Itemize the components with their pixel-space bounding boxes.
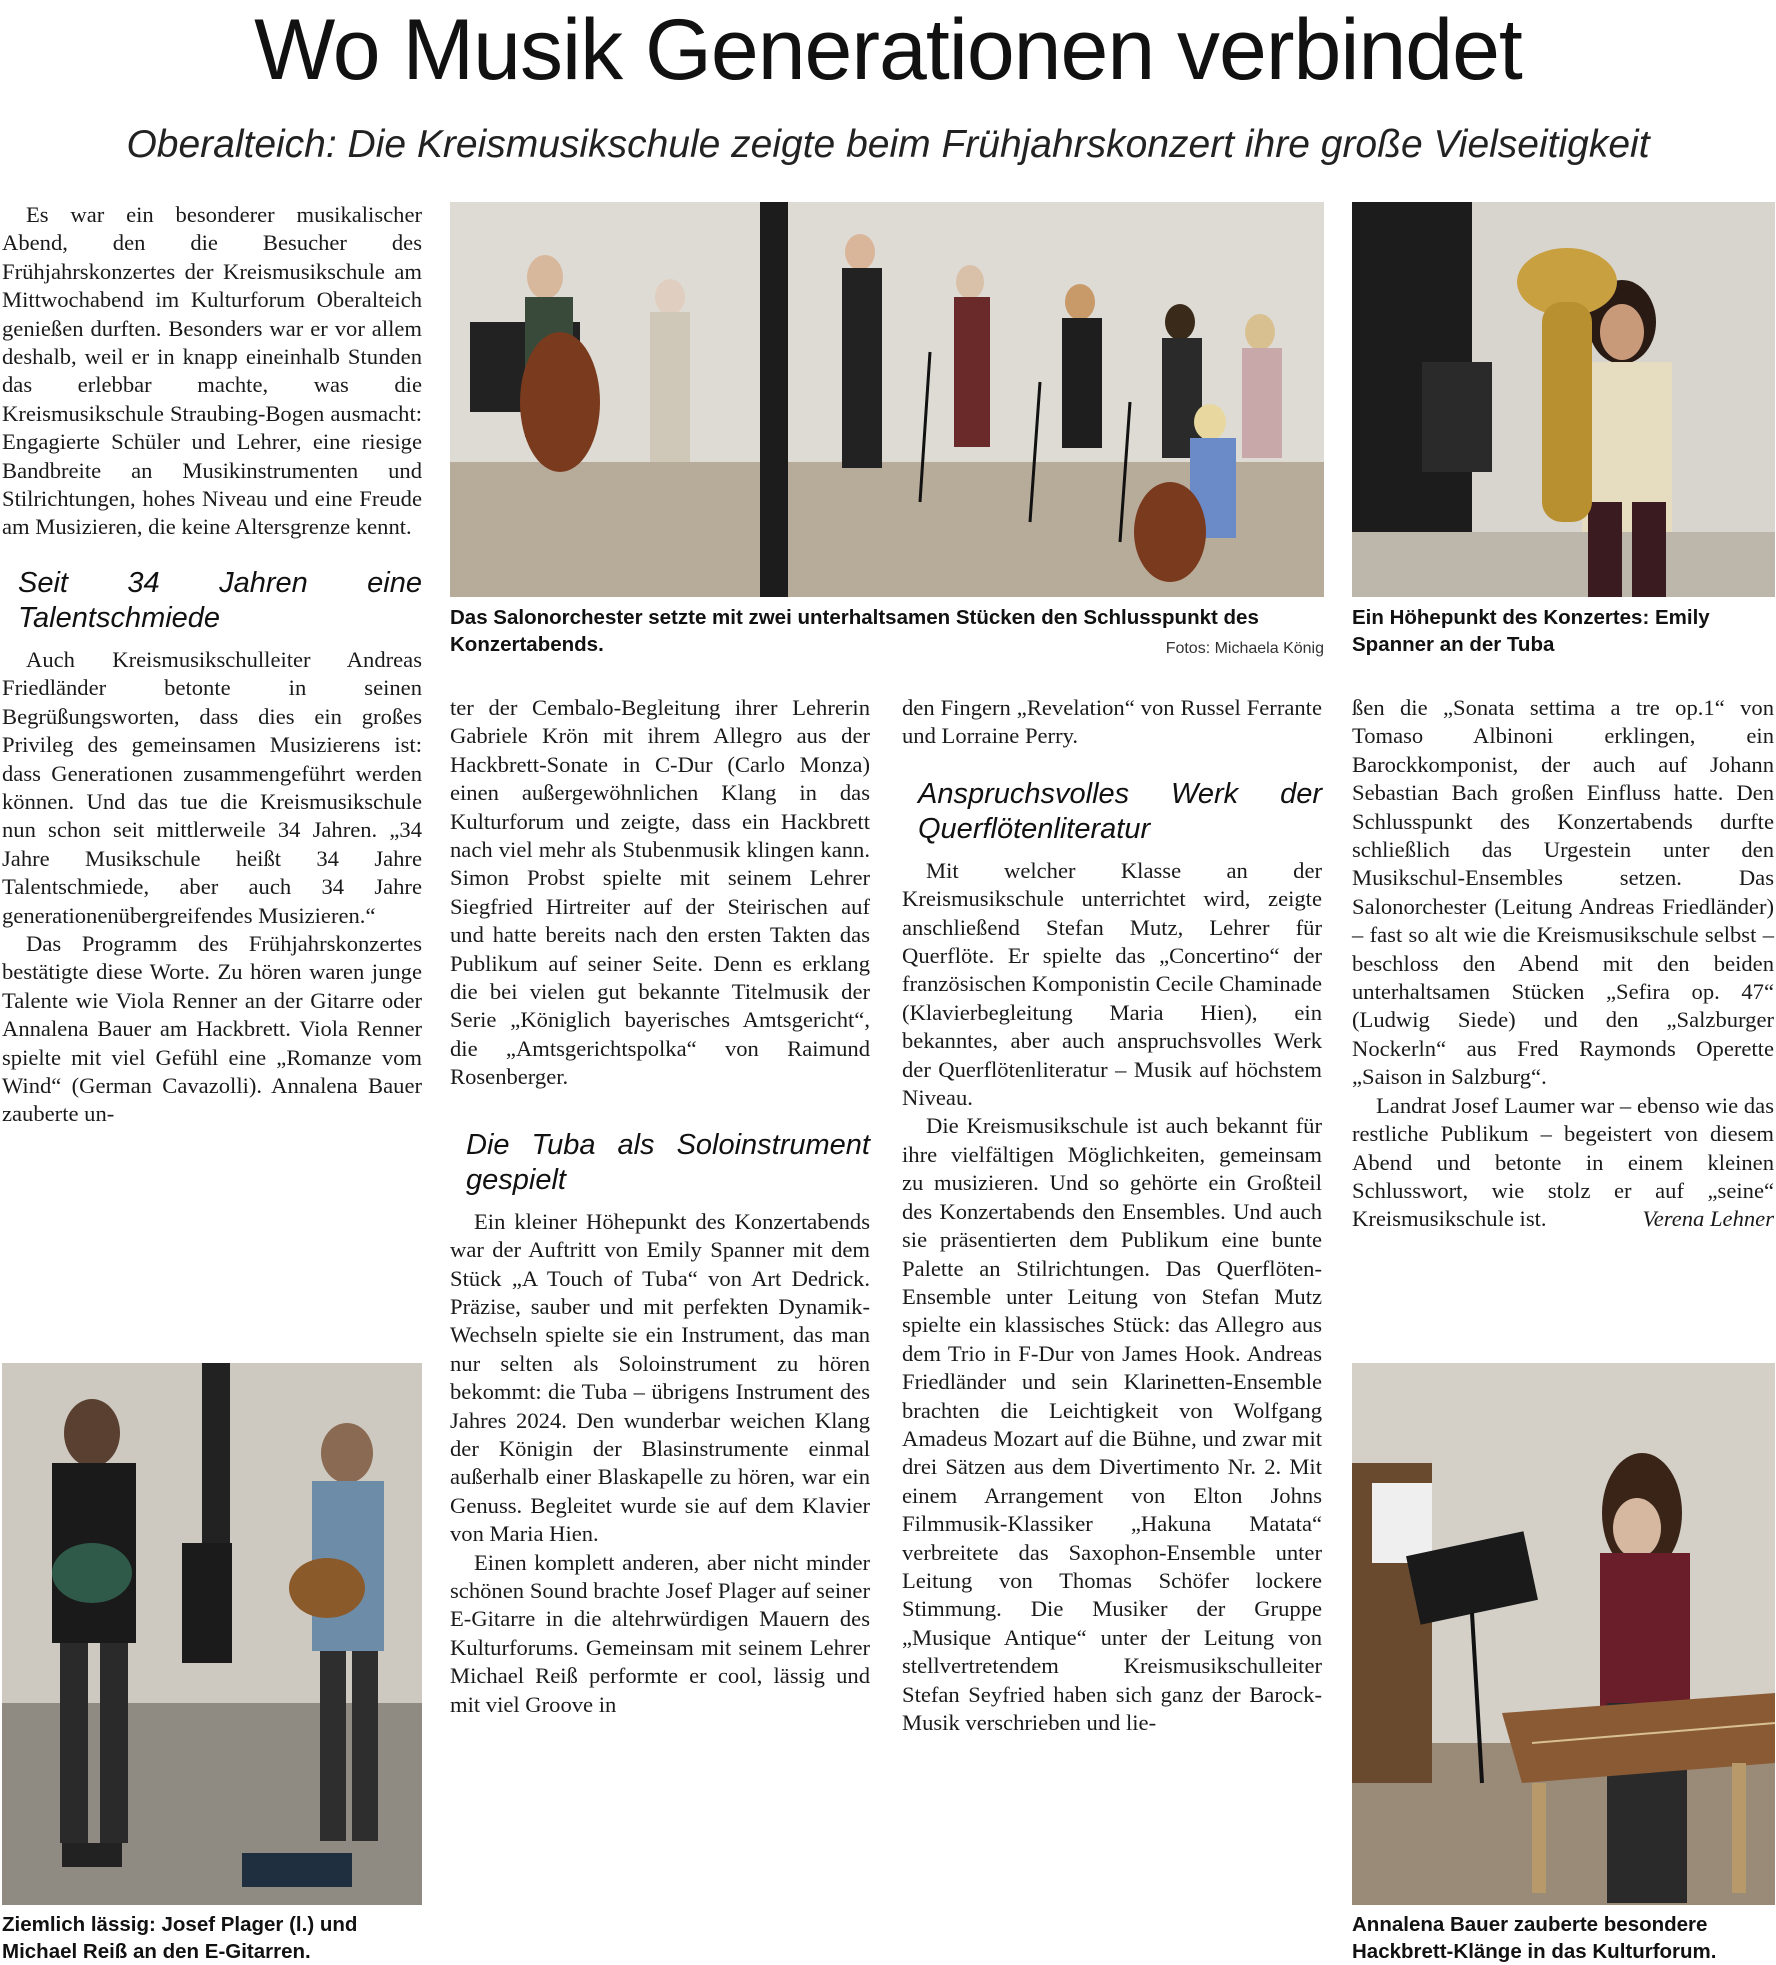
column-4 (1352, 694, 1774, 1234)
subheadline: Oberalteich: Die Kreismusikschule zeigte beim Frühjahrskonzert ihre große Vielseitigkeit (126, 123, 1650, 166)
tuba-photo-image (1352, 202, 1775, 597)
paragraph: Ein kleiner Höhepunkt des Konzertabends war der Auftritt von Emily Spanner mit dem Stück „A Touch of Tuba“ von Art Dedrick. Präzise, sauber und mit perfekten Dynamik-Wechseln spielte sie ein Instrument, das man nur selten als Soloinstrument zu hören bekommt: die Tuba – übrigens Instrument des Jahres 2024. Den wunderbar weichen Klang der Königin der Blasinstrumente einmal außerhalb einer Blaskapelle zu hören, war ein Genuss. Begleitet wurde sie auf dem Klavier von Maria Hien. (450, 1208, 870, 1547)
intro-paragraph: Es war ein besonderer musikalischer Abend, den die Besucher des Frühjahrskonzertes der Kreismusikschule am Mittwochabend im Kulturforum Oberalteich genießen durften. Besonders war er vor allem deshalb, weil er in knapp eineinhalb Stunden das erlebbar machte, was die Kreismusikschule Straubing-Bogen ausmacht: Engagierte Schüler und Lehrer, eine riesige Bandbreite an Musikinstrumenten und Stilrichtungen, hohes Niveau und eine Freude am Musizieren, die keine Altersgrenze kennt. (2, 202, 422, 540)
column-1 (2, 201, 422, 1129)
orchestra-photo (450, 202, 1324, 597)
paragraph: den Fingern „Revelation“ von Russel Ferrante und Lorraine Perry. (902, 695, 1322, 749)
paragraph: ßen die „Sonata settima a tre op.1“ von Tomaso Albinoni erklingen, ein Barockkomponist, der auch auf Johann Sebastian Bach großen Einfluss hatte. Den Schlusspunkt des Konzertabends durfte schließlich das Urgestein unter den Musikschul-Ensembles setzen. Das Salonorchester (Leitung Andreas Friedländer) – fast so alt wie die Kreismusikschule selbst – beschloss den Abend mit den beiden unterhaltsamen Stücken „Sefira op. 47“ (Ludwig Siede) und den „Salzburger Nockerln“ aus Fred Raymonds Operette „Saison in Salzburg“. (1352, 695, 1774, 1090)
paragraph (1352, 1092, 1774, 1234)
hackbrett-photo (1352, 1363, 1775, 1905)
guitar-photo (2, 1363, 422, 1905)
author-byline: Verena Lehner (1642, 1206, 1774, 1232)
column-2 (450, 694, 870, 1719)
paragraph: Mit welcher Klasse an der Kreismusikschule unterrichtet wird, zeigte anschließend Stefan Mutz, Lehrer für Querflöte. Er spielte das „Concertino“ der französischen Komponistin Cecile Chaminade (Klavierbegleitung Maria Hien), ein bekanntes, aber auch anspruchsvolles Werk der Querflötenliteratur – Musik auf höchstem Niveau. (902, 857, 1322, 1111)
subheading-tuba: Die Tuba als Soloinstrument gespielt (466, 1128, 870, 1196)
orchestra-photo-image (450, 202, 1324, 597)
paragraph: Einen komplett anderen, aber nicht minder schönen Sound brachte Josef Plager auf seiner E-Gitarre in die altehrwürdigen Mauern des Kulturforums. Gemeinsam mit seinem Lehrer Michael Reiß performte er cool, lässig und mit viel Groove in (450, 1549, 870, 1717)
guitar-caption: Ziemlich lässig: Josef Plager (l.) und Michael Reiß an den E-Gitarren. (2, 1913, 358, 1963)
paragraph: Die Kreismusikschule ist auch bekannt für ihre vielfältigen Möglichkeiten, gemeinsam zu musizieren. Und so gehörte ein Großteil des Konzertabends den Ensembles. Und auch sie präsentierten dem Publikum eine bunte Palette an Stilrichtungen. Das Querflöten-Ensemble unter Leitung von Stefan Mutz spielte ein klassisches Stück: das Allegro aus dem Trio in F-Dur von James Hook. Andreas Friedländer und sein Klarinetten-Ensemble brachten die Leichtigkeit von Wolfgang Amadeus Mozart auf die Bühne, und zwar mit drei Sätzen aus dem Divertimento Nr. 2. Mit einem Arrangement von Elton Johns Filmmusik-Klassiker „Hakuna Matata“ verbreitete das Saxophon-Ensemble unter Leitung von Thomas Schöfer lockere Stimmung. Die Musiker der Gruppe „Musique Antique“ unter der Leitung von stellvertretendem Kreismusikschulleiter Stefan Seyfried haben sich ganz der Barock-Musik verschrieben und lie- (902, 1113, 1322, 1735)
column-3 (902, 694, 1322, 1737)
tuba-caption: Ein Höhepunkt des Konzertes: Emily Spanner an der Tuba (1352, 606, 1710, 656)
orchestra-caption: Das Salonorchester setzte mit zwei unterhaltsamen Stücken den Schlusspunkt des Konzertabends. (450, 606, 1259, 656)
subheading-talentschmiede: Seit 34 Jahren eine Talentschmiede (18, 566, 422, 634)
paragraph: Das Programm des Frühjahrskonzertes bestätigte diese Worte. Zu hören waren junge Talente wie Viola Renner an der Gitarre oder Annalena Bauer am Hackbrett. Viola Renner spielte mit viel Gefühl eine „Romanze vom Wind“ (German Cavazolli). Annalena Bauer zauberte un- (2, 930, 422, 1127)
tuba-photo (1352, 202, 1775, 597)
paragraph: ter der Cembalo-Begleitung ihrer Lehrerin Gabriele Krön mit ihrem Allegro aus der Hackbrett-Sonate in C-Dur (Carlo Monza) einen außergewöhnlichen Klang in das Kulturforum und zeigte, dass ein Hackbrett nach viel mehr als Stubenmusik klingen kann. Simon Probst spielte mit seinem Lehrer Siegfried Hirtreiter auf der Steirischen auf und hatte bereits nach den ersten Takten das Publikum auf seiner Seite. Denn es erklang die bei vielen gut bekannte Titelmusik der Serie „Königlich bayerisches Amtsgericht“, die „Amtsgerichtspolka“ von Raimund Rosenberger. (450, 695, 870, 1090)
headline: Wo Musik Generationen verbindet (254, 2, 1522, 98)
subheading-querfloete: Anspruchsvolles Werk der Querflötenliteratur (918, 777, 1322, 845)
closing-text: Landrat Josef Laumer war – ebenso wie das restliche Publikum – begeistert von diesem Abend und betonte in einem kleinen Schlusswort, wie stolz er auf „seine“ Kreismusikschule ist. (1352, 1092, 1774, 1232)
hackbrett-caption: Annalena Bauer zauberte besondere Hackbrett-Klänge in das Kulturforum. (1352, 1913, 1717, 1963)
guitar-photo-image (2, 1363, 422, 1905)
paragraph: Auch Kreismusikschulleiter Andreas Friedländer betonte in seinen Begrüßungsworten, dass dies ein großes Privileg des gemeinsamen Musizierens ist: dass Generationen zusammengeführt werden können. Und das tue die Kreismusikschule nun schon seit mittlerweile 34 Jahren. „34 Jahre Musikschule heißt 34 Jahre Talentschmiede, aber auch 34 Jahre generationenübergreifendes Musizieren.“ (2, 646, 422, 928)
photo-credit: Fotos: Michaela König (1165, 640, 1324, 657)
hackbrett-photo-image (1352, 1363, 1775, 1905)
orchestra-caption-block (450, 604, 1324, 662)
